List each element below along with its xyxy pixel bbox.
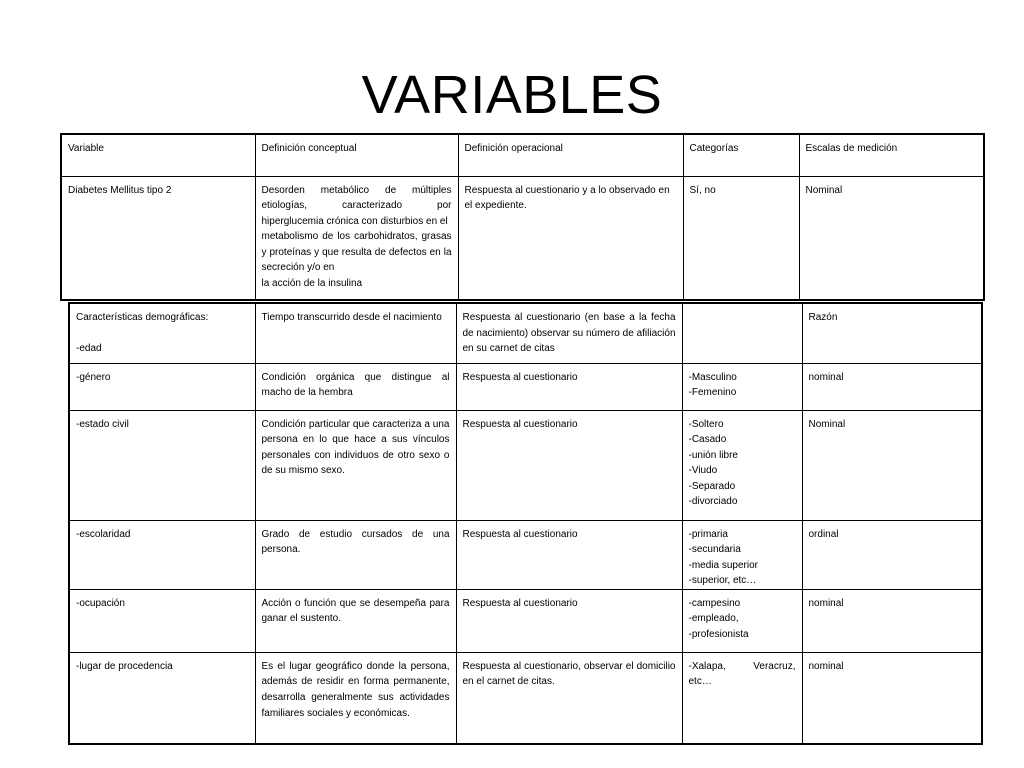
variable-line: -edad (76, 343, 102, 355)
table-row (69, 652, 982, 744)
cell-categorias (682, 589, 802, 652)
category-item: -Viudo (688, 465, 718, 477)
cell-variable (69, 303, 255, 363)
header-escalas-medicion: Escalas de medición (799, 134, 984, 176)
header-definicion-operacional: Definición operacional (458, 134, 683, 176)
variable-line: -estado civil (76, 418, 129, 430)
variable-line: -lugar de procedencia (76, 660, 173, 672)
category-item: -divorciado (688, 496, 738, 508)
header-variable: Variable (61, 134, 255, 176)
cell-definicion-conceptual: Condición orgánica que distingue al macho de la hembra (255, 363, 456, 410)
conceptual-line: la acción de la insulina (261, 278, 363, 290)
cell-variable: Diabetes Mellitus tipo 2 (61, 176, 255, 300)
page-title: VARIABLES (361, 65, 663, 125)
category-item: -Soltero (688, 418, 724, 430)
cell-categorias (682, 520, 802, 589)
category-item: -Femenino (688, 387, 737, 399)
cell-definicion-conceptual: Acción o función que se desempeña para ganar el sustento. (255, 589, 456, 652)
category-item: -superior, etc… (688, 575, 757, 587)
category-item: -secundaria (688, 544, 741, 556)
cell-variable (69, 520, 255, 589)
cell-escala: ordinal (802, 520, 982, 589)
variable-line: -género (76, 371, 111, 383)
header-categorias: Categorías (683, 134, 799, 176)
cell-definicion-conceptual: Tiempo transcurrido desde el nacimiento (255, 303, 456, 363)
cell-definicion-operacional: Respuesta al cuestionario (456, 520, 682, 589)
header-definicion-conceptual: Definición conceptual (255, 134, 458, 176)
conceptual-line: Desorden metabólico de múltiples etiologías, caracterizado por hiperglucemia crónica con disturbios en el (261, 184, 452, 227)
cell-escala: nominal (802, 652, 982, 744)
table-header-row (61, 134, 984, 176)
category-item: -Masculino (688, 371, 737, 383)
cell-variable (69, 652, 255, 744)
cell-escala: Nominal (799, 176, 984, 300)
variable-line: -ocupación (76, 597, 125, 609)
cell-definicion-operacional: Respuesta al cuestionario, observar el domicilio en el carnet de citas. (456, 652, 682, 744)
conceptual-line: metabolismo de los carbohidratos, grasas y proteínas y que resulta de defectos en la secreción y/o en (261, 231, 452, 274)
cell-definicion-conceptual: Condición particular que caracteriza a una persona en lo que hace a sus vínculos personales con individuos de otro sexo o de su mismo sexo. (255, 410, 456, 520)
variable-line: -escolaridad (76, 528, 131, 540)
cell-categorias (682, 303, 802, 363)
cell-definicion-conceptual: Grado de estudio cursados de una persona. (255, 520, 456, 589)
category-item: -campesino (688, 597, 741, 609)
table-row (69, 410, 982, 520)
variable-line: Características demográficas: (76, 312, 209, 323)
cell-escala: Nominal (802, 410, 982, 520)
cell-categorias (682, 652, 802, 744)
cell-categorias: Sí, no (683, 176, 799, 300)
cell-variable (69, 363, 255, 410)
variables-table-demographics (68, 302, 983, 745)
cell-categorias (682, 410, 802, 520)
cell-definicion-conceptual (255, 176, 458, 300)
table-row (69, 363, 982, 410)
table-row (61, 176, 984, 300)
cell-escala: nominal (802, 363, 982, 410)
table-row (69, 589, 982, 652)
table-row (69, 303, 982, 363)
cell-variable (69, 589, 255, 652)
cell-definicion-operacional: Respuesta al cuestionario (456, 363, 682, 410)
variables-table-main (60, 133, 985, 301)
category-item: -primaria (688, 528, 728, 540)
category-item: -Casado (688, 434, 727, 446)
cell-variable (69, 410, 255, 520)
cell-definicion-operacional: Respuesta al cuestionario (456, 410, 682, 520)
cell-definicion-operacional: Respuesta al cuestionario (en base a la fecha de nacimiento) observar su número de afiliación en su carnet de citas (456, 303, 682, 363)
variable-line (76, 326, 249, 342)
cell-definicion-conceptual: Es el lugar geográfico donde la persona, además de residir en forma permanente, desarrolla generalmente sus actividades familiares sociales y económicas. (255, 652, 456, 744)
category-item: -unión libre (688, 449, 738, 461)
cell-categorias (682, 363, 802, 410)
category-item: -Separado (688, 480, 736, 492)
category-item: -media superior (688, 559, 758, 571)
table-row (69, 520, 982, 589)
cell-definicion-operacional: Respuesta al cuestionario (456, 589, 682, 652)
category-item: -empleado, (688, 613, 739, 625)
cell-escala: Razón (802, 303, 982, 363)
category-item: -profesionista (688, 629, 749, 641)
cell-definicion-operacional: Respuesta al cuestionario y a lo observado en el expediente. (458, 176, 683, 300)
cell-escala: nominal (802, 589, 982, 652)
category-item: -Xalapa, Veracruz, etc… (688, 660, 796, 688)
